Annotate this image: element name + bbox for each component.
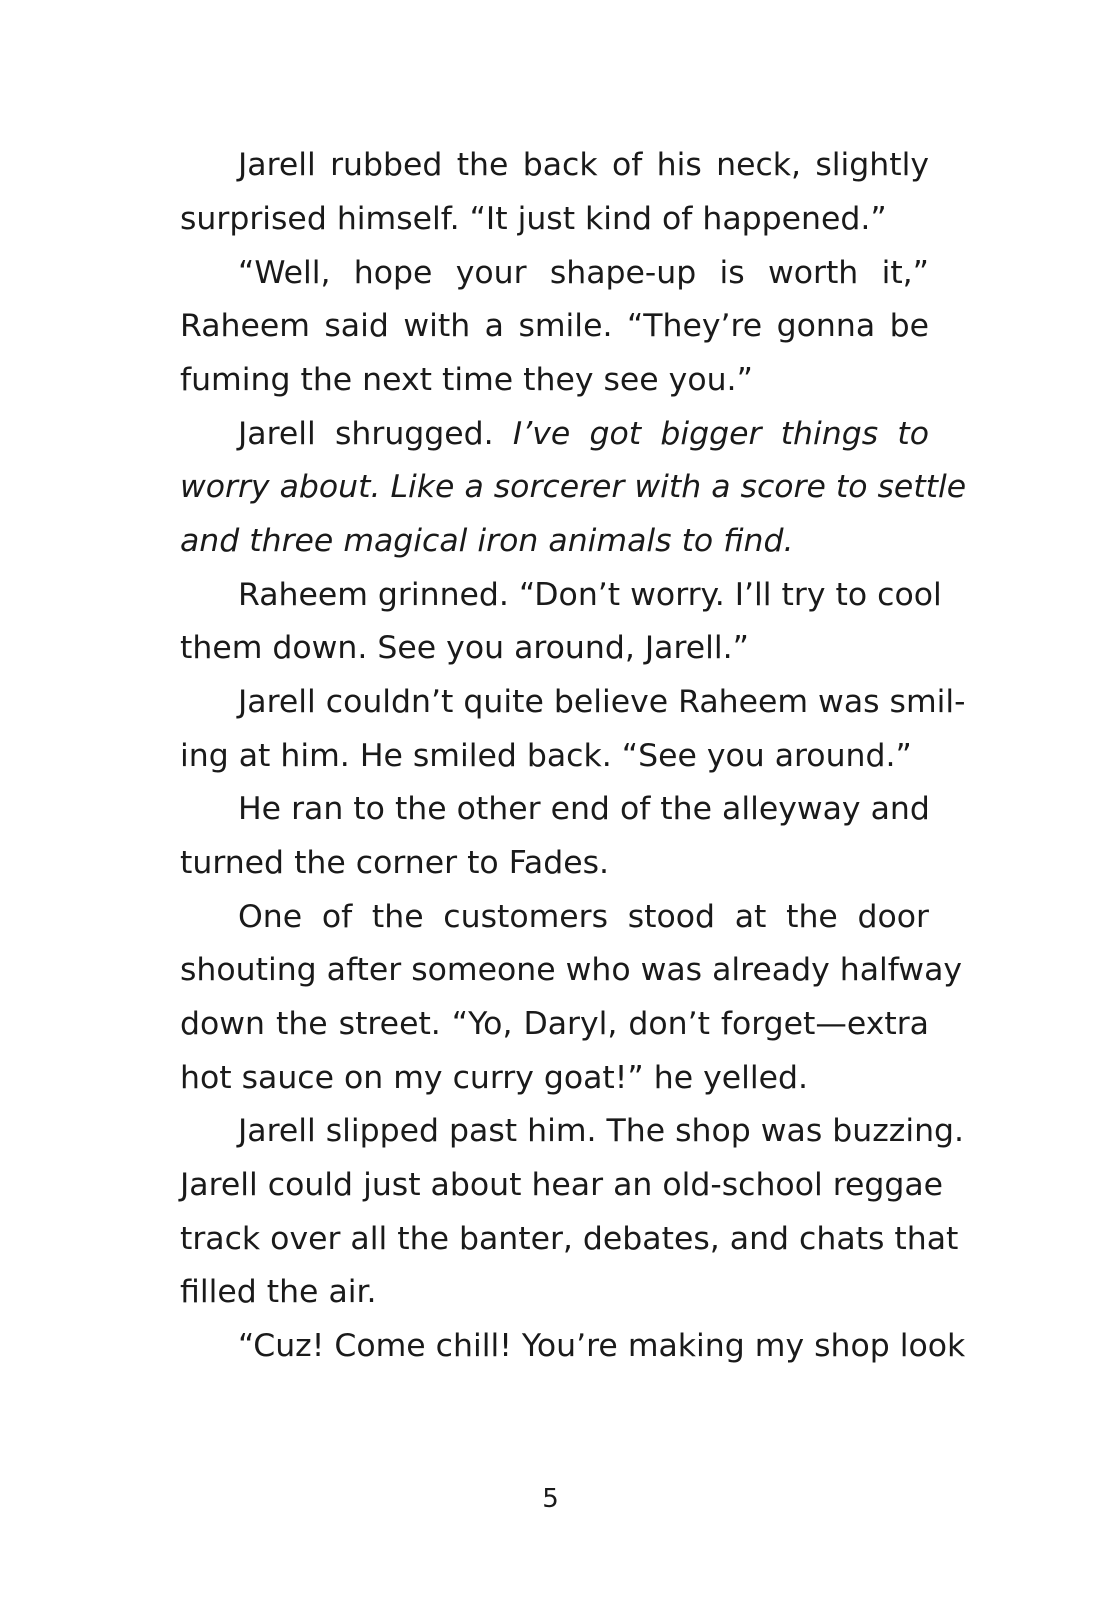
text-line: Raheem said with a smile. “They’re gonna be [180, 308, 929, 344]
text-line [238, 414, 929, 454]
italic-text-run: I’ve got bigger things to [512, 416, 930, 452]
text-line: He ran to the other end of the alleyway and [238, 791, 930, 827]
text-line: surprised himself. “It just kind of happened.” [180, 201, 887, 237]
text-line: them down. See you around, Jarell.” [180, 630, 749, 666]
text-line: down the street. “Yo, Daryl, don’t forget—extra [180, 1006, 929, 1042]
text-line: shouting after someone who was already halfway [180, 952, 963, 988]
text-line: Jarell rubbed the back of his neck, slightly [238, 147, 929, 183]
text-line: One of the customers stood at the door [238, 899, 929, 935]
text-line: filled the air. [180, 1274, 377, 1310]
text-line: hot sauce on my curry goat!” he yelled. [180, 1060, 809, 1096]
text-line: “Well, hope your shape-up is worth it,” [238, 255, 929, 291]
text-line: Jarell could just about hear an old-school reggae [180, 1167, 944, 1203]
italic-text-line: and three magical iron animals to find. [180, 523, 794, 559]
text-line: ing at him. He smiled back. “See you around.” [180, 738, 912, 774]
text-line: Jarell couldn’t quite believe Raheem was smil- [238, 684, 966, 720]
italic-text-line: worry about. Like a sorcerer with a score to settle [180, 469, 967, 505]
page-number: 5 [542, 1484, 559, 1514]
text-line: Raheem grinned. “Don’t worry. I’ll try to cool [238, 577, 942, 613]
text-line: “Cuz! Come chill! You’re making my shop look [238, 1328, 966, 1364]
text-line: track over all the banter, debates, and chats that [180, 1221, 959, 1257]
text-line: Jarell slipped past him. The shop was buzzing. [238, 1113, 965, 1149]
text-run: Jarell shrugged. [238, 416, 513, 452]
text-line: turned the corner to Fades. [180, 845, 610, 881]
text-line: fuming the next time they see you.” [180, 362, 753, 398]
